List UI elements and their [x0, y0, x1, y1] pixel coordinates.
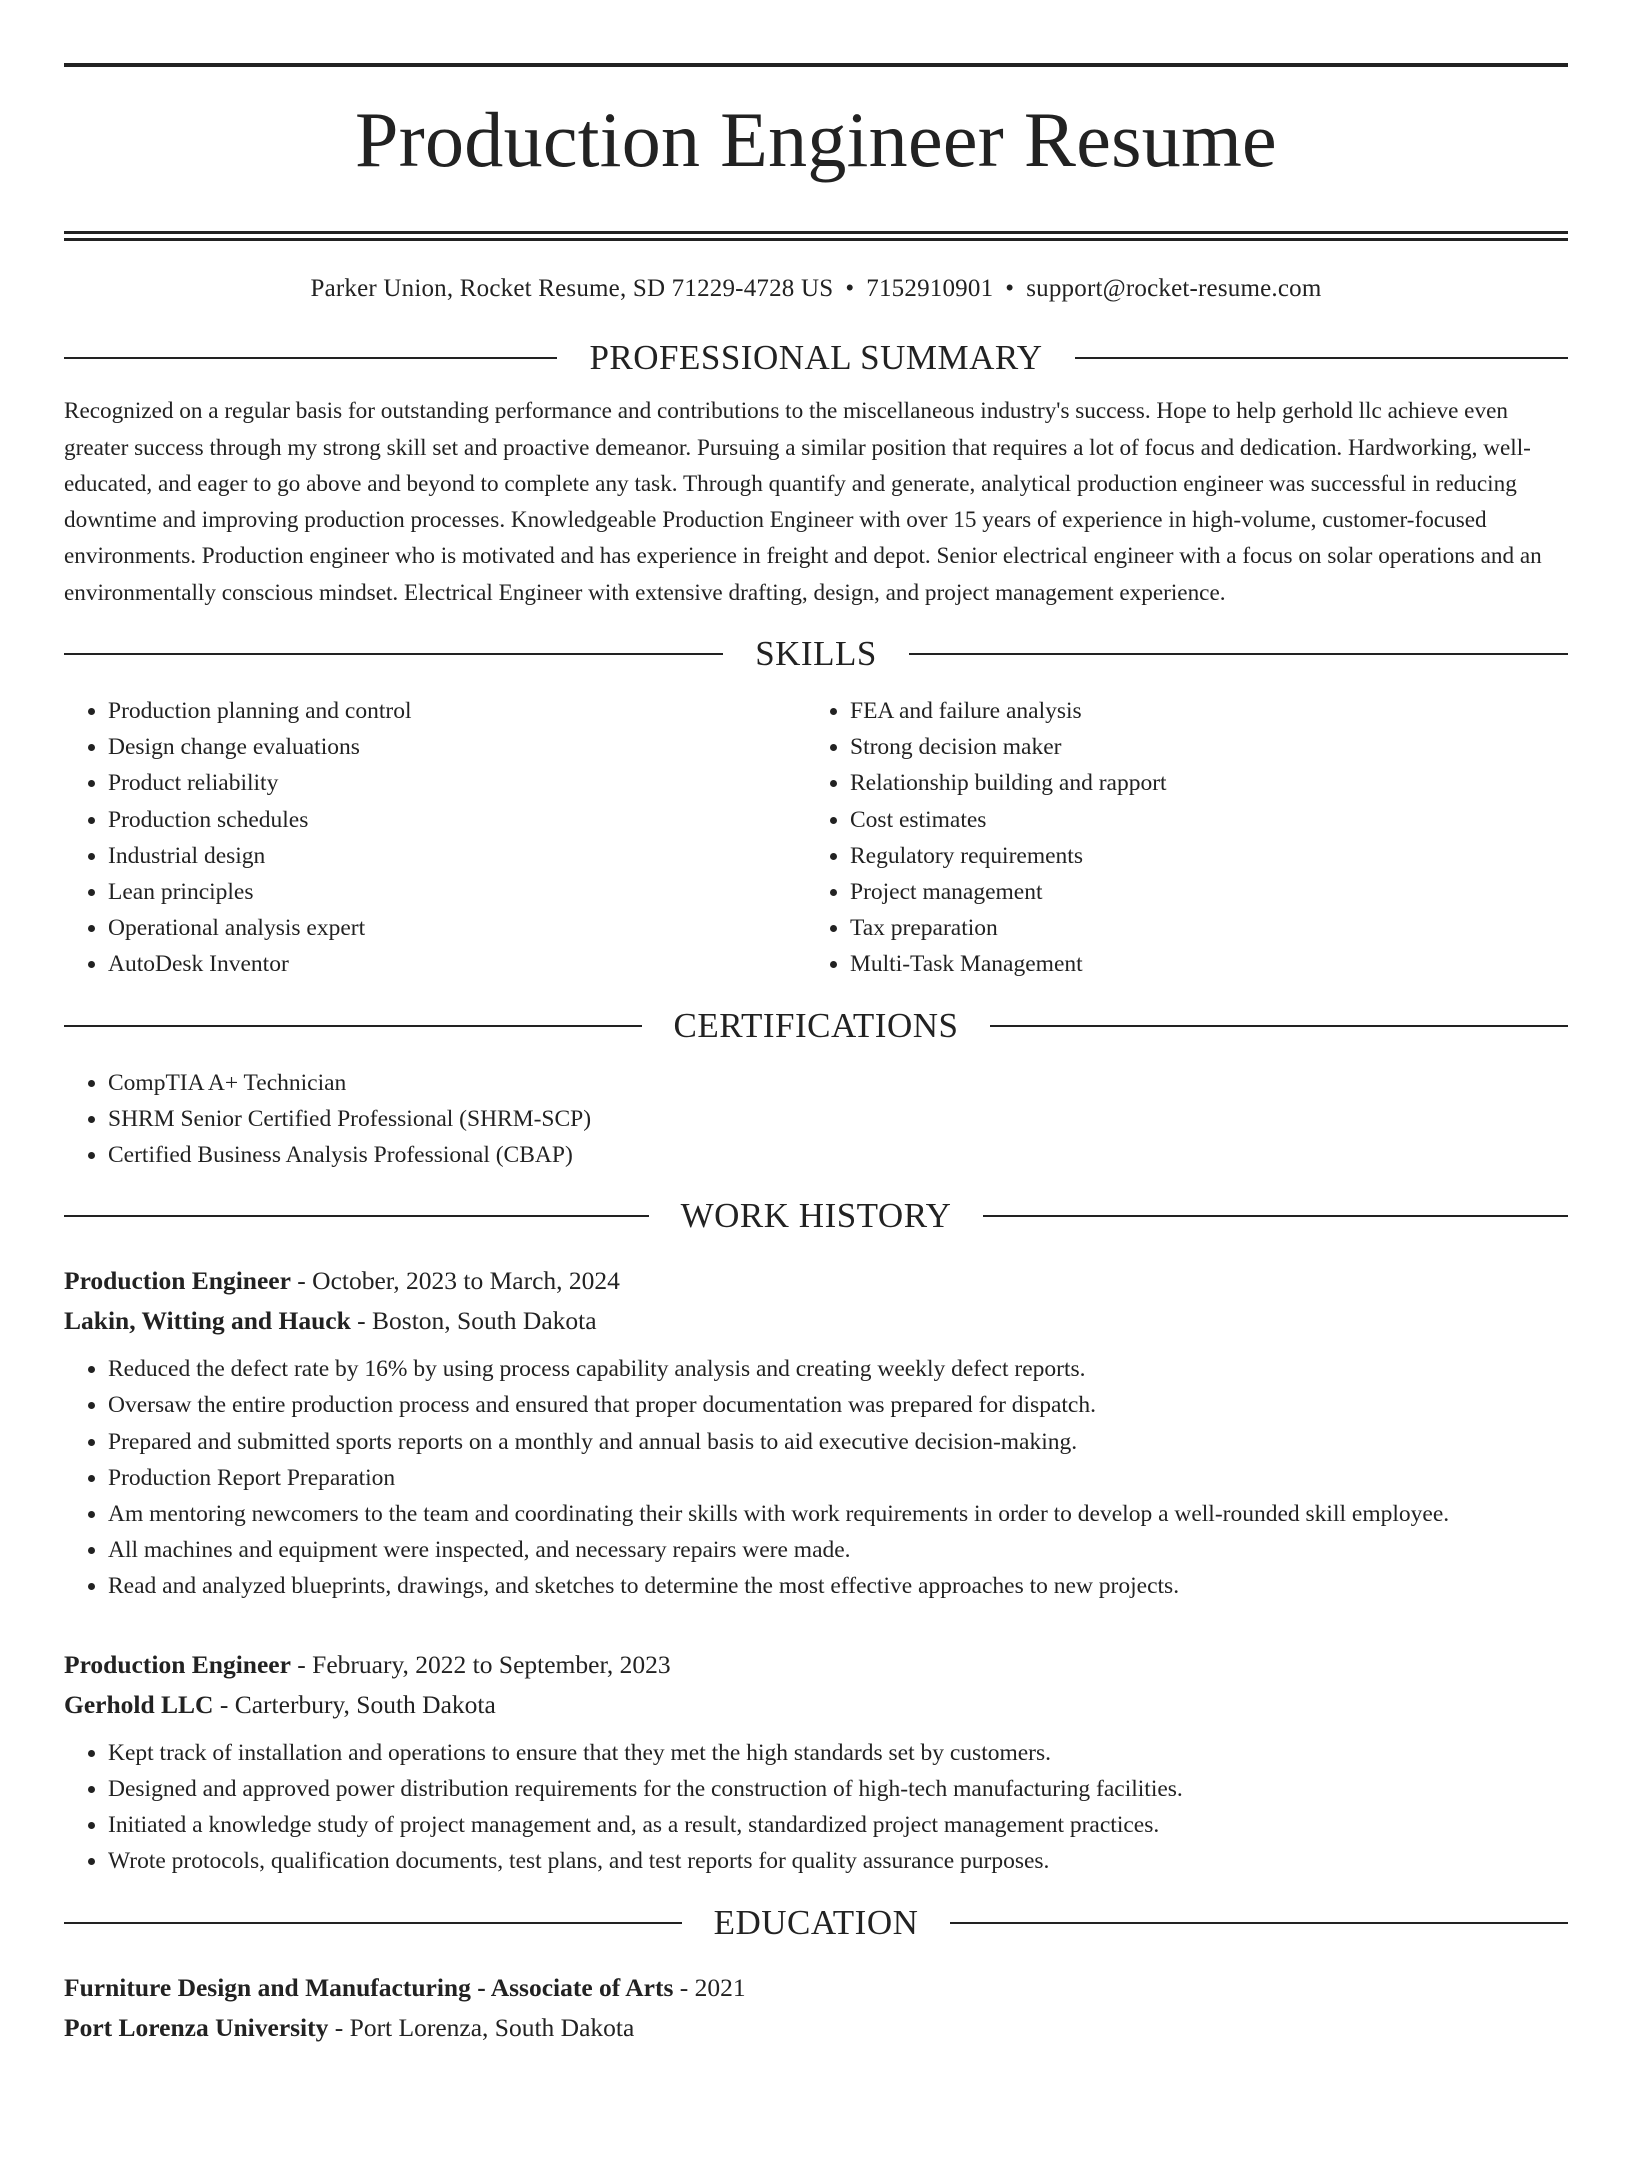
resume-page: [0, 63, 1632, 2175]
list-item: • Tax preparation: [850, 910, 1548, 946]
job-title: Production Engineer: [64, 1649, 291, 1679]
education-degree-line: [64, 1968, 1568, 2008]
divider-line: [950, 1922, 1568, 1924]
section-title: EDUCATION: [713, 1902, 919, 1942]
education-entry: [64, 1968, 1568, 2048]
education-location: - Port Lorenza, South Dakota: [328, 2012, 635, 2042]
skills-column-right: [806, 693, 1548, 983]
education-degree: Furniture Design and Manufacturing - Associate of Arts: [64, 1972, 674, 2002]
section-header-work-history: [64, 1195, 1568, 1237]
divider-line: [64, 1025, 642, 1027]
list-item: • Relationship building and rapport: [850, 765, 1548, 801]
section-title: WORK HISTORY: [680, 1196, 952, 1236]
divider-line: [64, 653, 723, 655]
job-title: Production Engineer: [64, 1266, 291, 1296]
list-item: • Prepared and submitted sports reports on a monthly and annual basis to aid executive decision-making.: [108, 1424, 1568, 1460]
section-title: CERTIFICATIONS: [673, 1005, 959, 1045]
divider-line: [64, 1215, 649, 1217]
list-item: • Industrial design: [108, 838, 806, 874]
job-dates: - October, 2023 to March, 2024: [290, 1266, 620, 1296]
section-title: PROFESSIONAL SUMMARY: [589, 338, 1043, 378]
list-item: • Wrote protocols, qualification documents, test plans, and test reports for quality assurance purposes.: [108, 1843, 1568, 1879]
education-school-line: [64, 2008, 1568, 2048]
education-school: Port Lorenza University: [64, 2012, 329, 2042]
list-item: • Read and analyzed blueprints, drawings, and sketches to determine the most effective approaches to new projects.: [108, 1568, 1568, 1604]
contact-address: Parker Union, Rocket Resume, SD 71229-4728 US: [310, 275, 834, 303]
job-company-line: [64, 1685, 1568, 1725]
list-item: • Project management: [850, 874, 1548, 910]
job-entry: [64, 1261, 1568, 1604]
list-item: • Lean principles: [108, 874, 806, 910]
job-company-line: [64, 1301, 1568, 1341]
job-title-line: [64, 1261, 1568, 1301]
list-item: • Production Report Preparation: [108, 1460, 1568, 1496]
list-item: • Oversaw the entire production process and ensured that proper documentation was prepared for dispatch.: [108, 1387, 1568, 1423]
skills-list: [64, 693, 1568, 983]
job-location: - Carterbury, South Dakota: [213, 1689, 496, 1719]
education-year: - 2021: [673, 1972, 746, 2002]
job-company: Gerhold LLC: [64, 1689, 214, 1719]
summary-text: Recognized on a regular basis for outstanding performance and contributions to the miscellaneous industry's success. Hope to help gerhold llc achieve even greater success through my strong skill set and proactive demeanor. Pursuing a similar position that requires a lot of focus and dedication. Hardworking, well-educated, and eager to go above and beyond to complete any task. Through quantify and generate, analytical production engineer was successful in reducing downtime and improving production processes. Knowledgeable Production Engineer with over 15 years of experience in high-volume, customer-focused environments. Production engineer who is motivated and has experience in freight and depot. Senior electrical engineer with a focus on solar operations and an environmentally conscious mindset. Electrical Engineer with extensive drafting, design, and project management experience.: [64, 398, 1542, 606]
list-item: • Cost estimates: [850, 802, 1548, 838]
section-header-education: [64, 1902, 1568, 1944]
list-item: • Strong decision maker: [850, 729, 1548, 765]
list-item: • SHRM Senior Certified Professional (SHRM-SCP): [108, 1101, 1568, 1137]
contact-separator: •: [1005, 275, 1015, 303]
job-company: Lakin, Witting and Hauck: [64, 1306, 351, 1336]
list-item: • Initiated a knowledge study of project management and, as a result, standardized project management practices.: [108, 1807, 1568, 1843]
divider-line: [990, 1025, 1568, 1027]
list-item: • Production schedules: [108, 802, 806, 838]
section-header-certifications: [64, 1005, 1568, 1047]
list-item: • Product reliability: [108, 765, 806, 801]
list-item: • Production planning and control: [108, 693, 806, 729]
list-item: • Operational analysis expert: [108, 910, 806, 946]
list-item: • Regulatory requirements: [850, 838, 1548, 874]
job-entry: [64, 1645, 1568, 1880]
job-duties: [64, 1735, 1568, 1880]
list-item: • Reduced the defect rate by 16% by using process capability analysis and creating weekly defect reports.: [108, 1351, 1568, 1387]
list-item: • CompTIA A+ Technician: [108, 1065, 1568, 1101]
list-item: • Designed and approved power distribution requirements for the construction of high-tech manufacturing facilities.: [108, 1771, 1568, 1807]
list-item: • Multi-Task Management: [850, 946, 1548, 982]
list-item: • FEA and failure analysis: [850, 693, 1548, 729]
section-header-skills: [64, 633, 1568, 675]
list-item: • Kept track of installation and operations to ensure that they met the high standards set by customers.: [108, 1735, 1568, 1771]
list-item: • All machines and equipment were inspected, and necessary repairs were made.: [108, 1532, 1568, 1568]
page-title: Production Engineer Resume: [355, 96, 1277, 183]
list-item: • AutoDesk Inventor: [108, 946, 806, 982]
divider-line: [1075, 357, 1568, 359]
title-double-rule: [64, 231, 1568, 241]
divider-line: [64, 357, 557, 359]
list-item: • Design change evaluations: [108, 729, 806, 765]
section-title: SKILLS: [755, 634, 877, 674]
contact-line: [64, 275, 1568, 303]
list-item: • Certified Business Analysis Professional (CBAP): [108, 1137, 1568, 1173]
divider-line: [983, 1215, 1568, 1217]
job-title-line: [64, 1645, 1568, 1685]
job-location: - Boston, South Dakota: [350, 1306, 597, 1336]
section-header-summary: [64, 337, 1568, 379]
contact-separator: •: [845, 275, 855, 303]
contact-email: support@rocket-resume.com: [1026, 275, 1322, 303]
contact-phone: 7152910901: [866, 275, 994, 303]
divider-line: [64, 1922, 682, 1924]
job-dates: - February, 2022 to September, 2023: [290, 1649, 671, 1679]
divider-line: [909, 653, 1568, 655]
list-item: • Am mentoring newcomers to the team and coordinating their skills with work requirements in order to develop a well-rounded skill employee.: [108, 1496, 1568, 1532]
skills-column-left: [64, 693, 806, 983]
top-rule: [64, 63, 1568, 67]
job-duties: [64, 1351, 1568, 1604]
certifications-list: [64, 1065, 1568, 1174]
